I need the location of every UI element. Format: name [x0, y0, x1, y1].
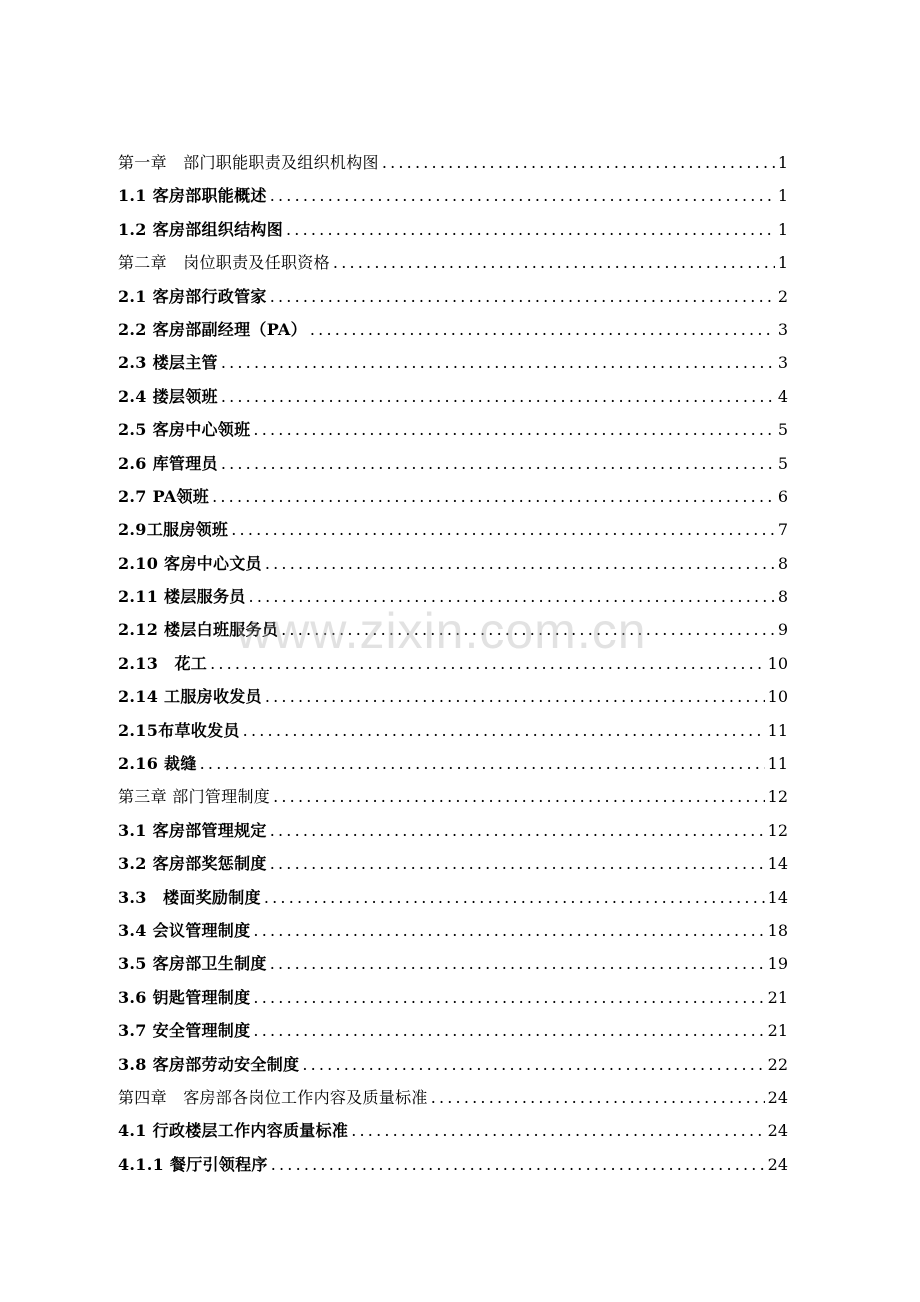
toc-entry-title: 2.12 楼层白班服务员 [118, 620, 279, 640]
toc-entry-title: 2.1 客房部行政管家 [118, 286, 267, 306]
toc-dot-leader [221, 346, 775, 379]
toc-entry-page-number: 1 [777, 186, 788, 206]
toc-entry-page-number: 14 [767, 887, 788, 907]
toc-dot-leader [253, 981, 764, 1014]
toc-entry-title: 2.10 客房中心文员 [118, 553, 262, 573]
toc-entry-title: 2.13 花工 [118, 653, 208, 673]
toc-entry-title: 3.6 钥匙管理制度 [118, 987, 251, 1007]
toc-entry-title: 3.4 会议管理制度 [118, 920, 251, 940]
toc-entry-page-number: 6 [777, 486, 788, 506]
toc-entry[interactable] [118, 413, 788, 446]
toc-entry[interactable] [118, 380, 788, 413]
toc-entry-title: 2.6 库管理员 [118, 453, 218, 473]
toc-entry-title: 3.7 安全管理制度 [118, 1021, 251, 1041]
toc-dot-leader [310, 313, 775, 346]
toc-entry[interactable] [118, 814, 788, 847]
toc-entry-page-number: 18 [767, 920, 788, 940]
toc-entry-page-number: 3 [777, 319, 788, 339]
toc-entry[interactable] [118, 747, 788, 780]
toc-entry-title: 第三章 部门管理制度 [118, 787, 271, 807]
toc-entry[interactable] [118, 179, 788, 212]
toc-entry-title: 3.2 客房部奖惩制度 [118, 854, 267, 874]
toc-entry-title: 2.2 客房部副经理（PA） [118, 319, 307, 339]
toc-entry-page-number: 19 [767, 954, 788, 974]
toc-entry-title: 3.8 客房部劳动安全制度 [118, 1054, 300, 1074]
toc-entry-page-number: 10 [767, 687, 788, 707]
toc-entry-page-number: 14 [767, 854, 788, 874]
toc-entry-page-number: 21 [767, 987, 788, 1007]
toc-entry[interactable] [118, 947, 788, 980]
toc-entry-page-number: 2 [777, 286, 788, 306]
toc-dot-leader [351, 1114, 764, 1147]
toc-entry[interactable] [118, 1148, 788, 1181]
toc-entry-title: 2.5 客房中心领班 [118, 420, 251, 440]
toc-entry-title: 2.4 搂层领班 [118, 386, 218, 406]
toc-dot-leader [221, 380, 775, 413]
toc-dot-leader [210, 647, 765, 680]
toc-dot-leader [265, 547, 775, 580]
toc-dot-leader [270, 847, 765, 880]
toc-dot-leader [281, 613, 775, 646]
toc-dot-leader [431, 1081, 765, 1114]
toc-entry-page-number: 12 [767, 820, 788, 840]
toc-entry[interactable] [118, 714, 788, 747]
toc-entry[interactable] [118, 847, 788, 880]
toc-entry[interactable] [118, 780, 788, 813]
toc-entry-page-number: 24 [767, 1154, 788, 1174]
toc-dot-leader [249, 580, 775, 613]
toc-entry-title: 第一章 部门职能职责及组织机构图 [118, 153, 379, 172]
toc-entry-title: 1.1 客房部职能概述 [118, 186, 267, 206]
toc-entry[interactable] [118, 981, 788, 1014]
toc-entry[interactable] [118, 613, 788, 646]
toc-entry-page-number: 21 [767, 1021, 788, 1041]
toc-entry[interactable] [118, 246, 788, 279]
toc-entry-page-number: 1 [777, 153, 788, 172]
toc-dot-leader [264, 881, 765, 914]
toc-entry[interactable] [118, 1048, 788, 1081]
toc-entry-page-number: 1 [777, 219, 788, 239]
toc-entry[interactable] [118, 346, 788, 379]
toc-dot-leader [265, 680, 765, 713]
toc-entry[interactable] [118, 914, 788, 947]
toc-entry-page-number: 4 [777, 386, 788, 406]
toc-entry-page-number: 7 [777, 520, 788, 540]
toc-dot-leader [270, 280, 775, 313]
toc-dot-leader [212, 480, 775, 513]
toc-dot-leader [302, 1048, 764, 1081]
toc-entry-page-number: 3 [777, 353, 788, 373]
table-of-contents [118, 146, 788, 1181]
toc-entry-page-number: 11 [767, 754, 788, 774]
toc-entry[interactable] [118, 1081, 788, 1114]
toc-entry-page-number: 11 [767, 720, 788, 740]
toc-entry[interactable] [118, 213, 788, 246]
toc-dot-leader [253, 1014, 764, 1047]
toc-entry[interactable] [118, 1114, 788, 1147]
toc-dot-leader [231, 513, 775, 546]
toc-entry-title: 3.5 客房部卫生制度 [118, 954, 267, 974]
toc-entry[interactable] [118, 513, 788, 546]
toc-entry[interactable] [118, 680, 788, 713]
toc-entry[interactable] [118, 580, 788, 613]
toc-entry-page-number: 22 [767, 1054, 788, 1074]
toc-entry-title: 4.1.1 餐厅引领程序 [118, 1154, 268, 1174]
toc-entry-title: 3.3 楼面奖励制度 [118, 887, 261, 907]
toc-dot-leader [382, 146, 775, 179]
toc-entry-title: 第二章 岗位职责及任职资格 [118, 253, 330, 273]
toc-entry-title: 2.9工服房领班 [118, 520, 229, 540]
toc-entry-title: 3.1 客房部管理规定 [118, 820, 267, 840]
toc-entry-title: 第四章 客房部各岗位工作内容及质量标准 [118, 1087, 428, 1107]
toc-entry[interactable] [118, 313, 788, 346]
toc-entry-title: 2.3 楼层主管 [118, 353, 218, 373]
toc-entry[interactable] [118, 447, 788, 480]
toc-entry-title: 2.15布草收发员 [118, 720, 240, 740]
toc-entry[interactable] [118, 146, 788, 179]
toc-entry-page-number: 10 [767, 653, 788, 673]
toc-dot-leader [243, 714, 765, 747]
toc-entry-title: 2.14 工服房收发员 [118, 687, 262, 707]
toc-entry-page-number: 24 [767, 1087, 788, 1107]
toc-dot-leader [273, 780, 765, 813]
toc-entry-page-number: 5 [777, 453, 788, 473]
toc-entry[interactable] [118, 1014, 788, 1047]
toc-dot-leader [270, 947, 765, 980]
toc-entry-title: 4.1 行政楼层工作内容质量标准 [118, 1121, 349, 1141]
toc-entry-page-number: 9 [777, 620, 788, 640]
toc-entry-page-number: 5 [777, 420, 788, 440]
toc-entry-title: 2.11 楼层服务员 [118, 587, 246, 607]
toc-entry-page-number: 8 [777, 553, 788, 573]
toc-dot-leader [200, 747, 765, 780]
toc-dot-leader [253, 413, 774, 446]
toc-entry-title: 2.7 PA领班 [118, 486, 210, 506]
toc-entry-page-number: 8 [777, 587, 788, 607]
toc-entry-title: 1.2 客房部组织结构图 [118, 219, 284, 239]
toc-entry[interactable] [118, 480, 788, 513]
toc-entry[interactable] [118, 280, 788, 313]
toc-dot-leader [253, 914, 764, 947]
toc-entry[interactable] [118, 881, 788, 914]
toc-dot-leader [221, 447, 775, 480]
toc-dot-leader [286, 213, 775, 246]
toc-entry[interactable] [118, 547, 788, 580]
toc-dot-leader [270, 179, 775, 212]
toc-dot-leader [333, 246, 775, 279]
toc-entry[interactable] [118, 647, 788, 680]
watermark: www.zixin.com.cn [236, 603, 647, 659]
toc-entry-page-number: 12 [767, 787, 788, 807]
toc-entry-page-number: 24 [767, 1121, 788, 1141]
toc-dot-leader [271, 1148, 765, 1181]
toc-entry-title: 2.16 裁缝 [118, 754, 197, 774]
toc-entry-page-number: 1 [777, 253, 788, 273]
toc-dot-leader [270, 814, 765, 847]
